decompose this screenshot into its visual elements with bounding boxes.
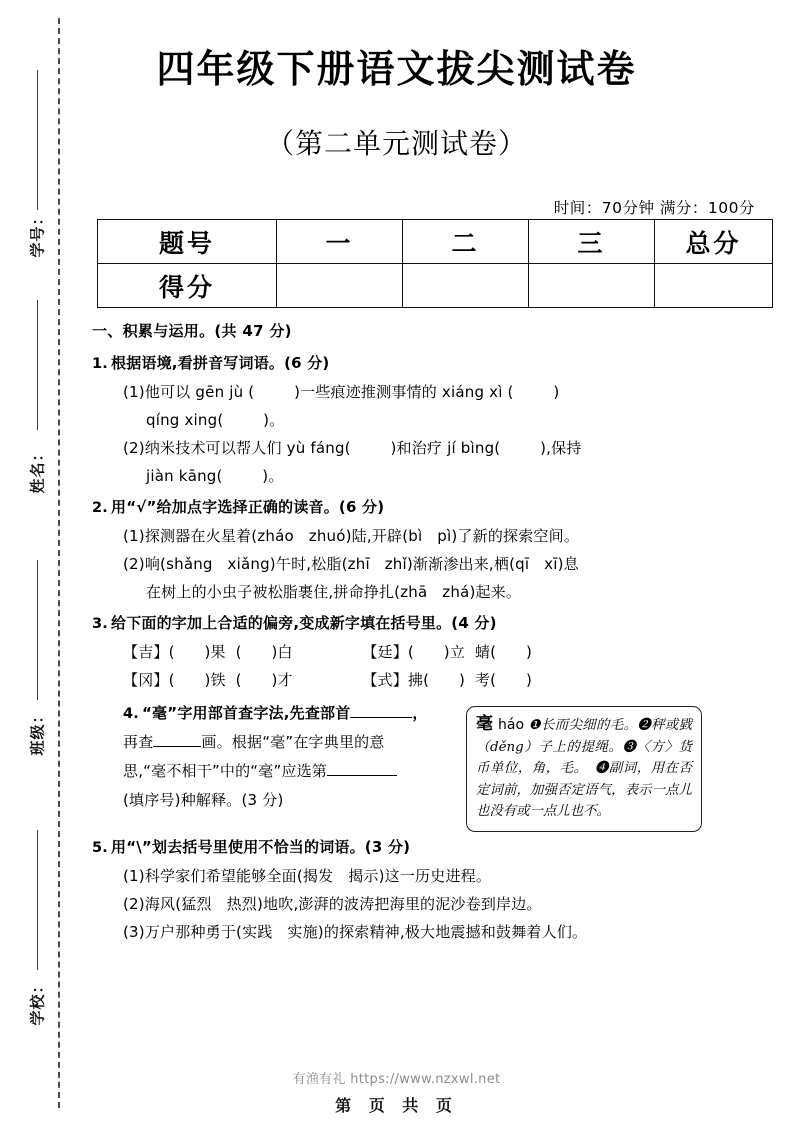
question-4-line-4: (填序号)种解释。(3 分) [123, 791, 284, 809]
question-2-number: 2. [92, 500, 108, 516]
exam-content [92, 320, 764, 950]
question-4-text [92, 700, 442, 815]
question-3-number: 3. [92, 616, 108, 632]
question-3 [92, 610, 764, 694]
site-watermark: 有渔有礼 https://www.nzxwl.net [292, 1072, 501, 1087]
dictionary-definitions: ❶长而尖细的毛。❷秤或戥（děng）子上的提绳。❸〈方〉货币单位，角，毛。 ❹副词，用在否定词前，加强否定语气，表示一点儿也没有或一点儿也不。 [476, 718, 692, 819]
question-2 [92, 494, 764, 606]
page-subtitle: （第二单元测试卷） [265, 127, 527, 160]
question-2-header [92, 494, 764, 522]
question-4-line2-b: 画。根据“毫”在字典里的意 [201, 733, 385, 751]
section-heading: 一、积累与运用。(共 47 分) [92, 322, 292, 340]
question-4-prompt-suffix: ， [412, 704, 428, 722]
margin-label-name: 姓名： [28, 445, 47, 494]
fold-dashed-line [58, 18, 60, 1108]
score-input-q3[interactable] [529, 264, 655, 308]
question-4-line-3 [123, 757, 442, 786]
question-4-blank-radical[interactable] [350, 717, 412, 718]
question-3-prompt: 给下面的字加上合适的偏旁,变成新字填在括号里。(4 分) [111, 614, 497, 632]
question-1-line-1: (1)他可以 gēn jù ( )一些痕迹推测事情的 xiáng xì ( ) [123, 383, 560, 401]
score-input-total[interactable] [655, 264, 773, 308]
table-row-question-numbers [98, 220, 773, 264]
time-and-total-score: 时间：70分钟 满分：100分 [553, 199, 755, 217]
margin-divider-line [37, 300, 38, 430]
question-4-header [123, 700, 442, 728]
question-5-number: 5. [92, 840, 108, 856]
question-5-line-1: (1)科学家们希望能够全面(揭发 揭示)这一历史进程。 [123, 867, 492, 885]
question-4-blank-meaning[interactable] [327, 775, 397, 776]
question-4-prompt [142, 700, 428, 727]
page-title: 四年级下册语文拔尖测试卷 [156, 47, 637, 91]
question-1-prompt: 根据语境,看拼音写词语。(6 分) [111, 354, 330, 372]
question-2-line-3: 在树上的小虫子被松脂裹住,拼命挣扎(zhā zhá)起来。 [146, 583, 522, 601]
score-table [97, 219, 773, 308]
question-1-line-4: jiàn kāng( )。 [146, 467, 284, 485]
score-table-cell-score-label: 得分 [98, 264, 277, 308]
question-5-line-2: (2)海风(猛烈 热烈)地吹,澎湃的波涛把海里的泥沙卷到岸边。 [123, 895, 542, 913]
question-1 [92, 350, 764, 490]
question-5 [92, 834, 764, 946]
margin-label-school: 学校： [28, 977, 47, 1026]
page-number-footer: 第 页 共 页 [335, 1096, 458, 1115]
dictionary-entry-box [466, 706, 702, 832]
question-5-header [92, 834, 764, 862]
margin-label-student-id: 学号： [28, 209, 47, 258]
question-3-header [92, 610, 764, 638]
question-2-line-1: (1)探测器在火星着(zháo zhuó)陆,开辟(bì pì)了新的探索空间。 [123, 527, 580, 545]
question-5-line-3: (3)万户那种勇于(实践 实施)的探索精神,极大地震撼和鼓舞着人们。 [123, 923, 588, 941]
score-table-cell-question-label: 题号 [98, 220, 277, 264]
margin-divider-line [37, 830, 38, 970]
question-3-line-1: 【吉】( )果 ( )白 【廷】( )立 蜻( ) [123, 643, 533, 661]
dictionary-pinyin: háo [498, 717, 525, 733]
question-1-line-3: (2)纳米技术可以帮人们 yù fáng( )和治疗 jí bìng( ),保持 [123, 439, 582, 457]
question-4-line-2 [123, 728, 442, 757]
question-4 [92, 700, 764, 832]
dictionary-headword: 毫 [476, 714, 494, 734]
score-table-cell-total: 总分 [655, 220, 773, 264]
table-row-scores [98, 264, 773, 308]
question-4-line3-a: 思,“毫不相干”中的“毫”应选第 [123, 762, 328, 780]
score-table-cell-q3: 三 [529, 220, 655, 264]
question-4-number: 4. [123, 706, 139, 722]
score-input-q2[interactable] [403, 264, 529, 308]
margin-divider-line [37, 560, 38, 700]
question-5-prompt: 用“\”划去括号里使用不恰当的词语。(3 分) [111, 838, 411, 856]
question-4-prompt-prefix: “毫”字用部首查字法,先查部首 [142, 704, 351, 722]
score-table-cell-q1: 一 [277, 220, 403, 264]
margin-label-class: 班级： [28, 707, 47, 756]
score-input-q1[interactable] [277, 264, 403, 308]
question-1-header [92, 350, 764, 378]
left-margin-strip [0, 0, 92, 1122]
question-2-prompt: 用“√”给加点字选择正确的读音。(6 分) [111, 498, 385, 516]
score-table-cell-q2: 二 [403, 220, 529, 264]
question-3-line-2: 【冈】( )铁 ( )才 【式】拂( ) 考( ) [123, 671, 533, 689]
question-1-number: 1. [92, 356, 108, 372]
question-4-blank-strokes[interactable] [153, 746, 201, 747]
question-2-line-2: (2)响(shǎng xiǎng)午时,松脂(zhī zhǐ)渐渐渗出来,栖(qī xī)息 [123, 555, 579, 573]
question-4-line2-a: 再查 [123, 733, 154, 751]
question-1-line-2: qíng xing( )。 [146, 411, 285, 429]
